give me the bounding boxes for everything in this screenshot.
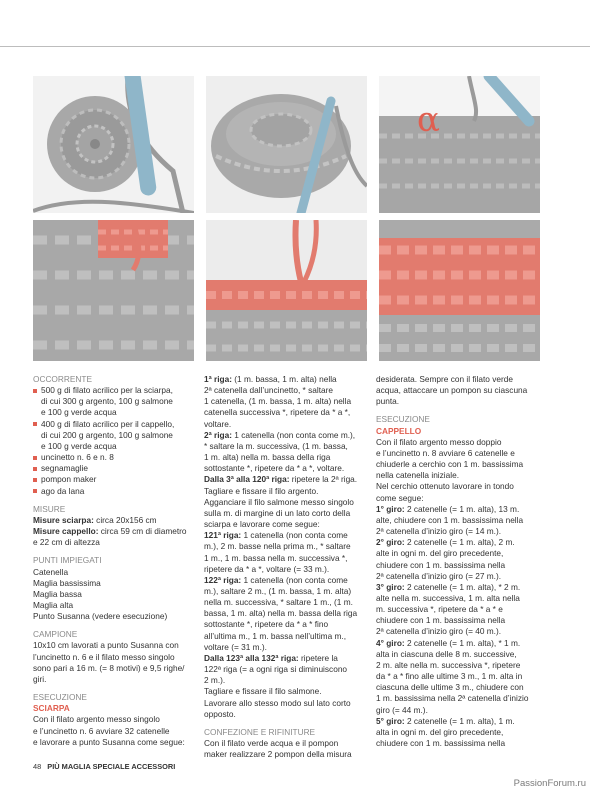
text-line: e lavorare a punto Susanna come segue: <box>33 736 185 747</box>
list-item: ago da lana <box>33 486 193 497</box>
step-text: Tagliare e fissare il filo argento. <box>204 485 319 496</box>
step-label: 1° giro: <box>376 503 405 514</box>
text-line <box>204 608 372 619</box>
text-line <box>376 493 541 504</box>
step-label: 121ª riga: <box>204 530 242 541</box>
step-label: 2ª riga: <box>204 429 232 440</box>
text-line: Punto Susanna (vedere esecuzione) <box>33 611 168 622</box>
step-text: 2ª catenella d’inizio giro (= 27 m.). <box>376 570 502 581</box>
text-line <box>376 385 541 396</box>
step-label: Dalla 3ª alla 120ª riga: <box>204 474 290 485</box>
step-text: Lavorare allo stesso modo sul lato corto <box>204 697 351 708</box>
subheading-sciarpa: SCIARPA <box>33 703 70 714</box>
step-text: 2ª catenella d’inizio giro (= 14 m.). <box>376 526 502 537</box>
step-text: alte nella m. successiva, 1 m. alta nella <box>376 592 520 603</box>
text-line <box>204 486 372 497</box>
step-text: Con il filato argento messo doppio <box>376 436 502 447</box>
list-item: segnamaglie <box>33 463 193 474</box>
step-text: 1 catenella, (1 m. bassa, 1 m. alta) nella <box>204 396 352 407</box>
list-item: 400 g di filato acrilico per il cappello, <box>33 419 193 430</box>
text-line: Maglia bassissima <box>33 577 101 588</box>
step-label: 4° giro: <box>376 637 405 648</box>
text-line <box>376 571 541 582</box>
text-line <box>376 727 541 738</box>
text-line <box>204 675 372 686</box>
list-item-cont: e 100 g verde acqua <box>41 407 117 418</box>
text-line <box>376 548 541 559</box>
heading-esecuzione: ESECUZIONE <box>33 692 87 703</box>
text-line <box>376 649 541 660</box>
page-footer <box>33 762 175 771</box>
step-text: 1 catenella (non conta come m.), <box>231 429 356 440</box>
text-line <box>376 560 541 571</box>
step-text: giro (= 44 m.). <box>376 704 428 715</box>
section-heading: ESECUZIONE <box>376 414 430 425</box>
step-text: 2 catenelle (= 1 m. alta), 1 m. <box>404 715 515 726</box>
step-text: 1 m., 1 m. bassa nella m. successiva *, <box>204 552 348 563</box>
text-line <box>376 604 541 615</box>
text-line <box>204 653 372 664</box>
text-line <box>204 519 372 530</box>
step-text: voltare (= 31 m.). <box>204 641 267 652</box>
text-line <box>204 508 372 519</box>
section-heading: CONFEZIONE E RIFINITURE <box>204 726 316 737</box>
text-line: Con il filato argento messo singolo <box>33 714 160 725</box>
step-text: nella m. successiva, * saltare 1 m., (1 m. <box>204 597 353 608</box>
photo-step-1-magic-ring <box>33 76 194 213</box>
heading-misure: MISURE <box>33 503 66 514</box>
step-text: alte in ogni m. del giro precedente, <box>376 548 504 559</box>
column-materials <box>33 374 193 748</box>
step-text: (1 m. bassa, 1 m. alta) nella <box>231 374 337 384</box>
step-text: m.), saltare 2 m., (1 m. bassa, 1 m. alta) <box>204 585 352 596</box>
step-text: alta in ciascuna delle 8 m. successive, <box>376 648 517 659</box>
text-line <box>376 526 541 537</box>
step-text: 2ª catenella dall’uncinetto, * saltare <box>204 385 333 396</box>
step-label: 2° giro: <box>376 537 405 548</box>
text-line <box>376 515 541 526</box>
step-text: 1 m. bassissima nella 2ª catenella d’inizio <box>376 693 529 704</box>
step-text: sulla m. di margine di un lato corto della <box>204 507 351 518</box>
text-line <box>376 396 541 407</box>
list-item: uncinetto n. 6 e n. 8 <box>33 452 193 463</box>
text-line <box>204 430 372 441</box>
bullet-icon <box>33 422 37 426</box>
text-line <box>204 541 372 552</box>
heading-punti: PUNTI IMPIEGATI <box>33 555 102 566</box>
svg-text:α: α <box>417 100 440 140</box>
page-number: 48 <box>33 762 42 771</box>
step-text: ripetere la <box>298 652 338 663</box>
text-line <box>204 575 372 586</box>
bullet-icon <box>33 489 37 493</box>
step-label: 1ª riga: <box>204 374 232 384</box>
list-item-cont: e 100 g verde acqua <box>41 440 117 451</box>
step-text: ripetere da * a *, voltare (= 33 m.). <box>204 563 330 574</box>
text-line <box>376 682 541 693</box>
step-text: Tagliare e fissare il filo salmone. <box>204 686 322 697</box>
text-line <box>376 582 541 593</box>
watermark: PassionForum.ru <box>513 778 586 789</box>
step-text: * saltare la m. successiva, (1 m. bassa, <box>204 440 348 451</box>
step-text: 2 catenelle (= 1 m. alta), * 2 m. <box>404 581 521 592</box>
step-text: 2 catenelle (= 1 m. alta), * 1 m. <box>404 637 521 648</box>
bullet-icon <box>33 478 37 482</box>
text-line <box>204 564 372 575</box>
bullet-icon <box>33 389 37 393</box>
text-line <box>376 593 541 604</box>
text-line <box>204 463 372 474</box>
step-text: nella catenella iniziale. <box>376 470 460 481</box>
text-line <box>376 671 541 682</box>
text-line <box>204 553 372 564</box>
list-item-cont: di cui 300 g argento, 100 g salmone <box>41 396 173 407</box>
step-label: 122ª riga: <box>204 574 242 585</box>
text-line: 10x10 cm lavorati a punto Susanna con <box>33 640 179 651</box>
step-text: chiuderle a cerchio con 1 m. bassissima <box>376 459 524 470</box>
step-text: Con il filato verde acqua e il pompon <box>204 738 339 748</box>
text-line <box>204 631 372 642</box>
step-label: 3° giro: <box>376 581 405 592</box>
step-text: m.), 2 m. basse nella prima m., * saltare <box>204 541 351 552</box>
step-text: ciascuna delle ultime 3 m., chiudere con <box>376 682 524 693</box>
top-rule <box>0 46 590 47</box>
text-line <box>376 437 541 448</box>
step-text: Nel cerchio ottenuto lavorare in tondo <box>376 481 514 492</box>
text-line <box>204 452 372 463</box>
text-line <box>204 619 372 630</box>
step-label: 5° giro: <box>376 715 405 726</box>
text-line <box>376 716 541 727</box>
step-text: sottostante *, ripetere da * a * fino <box>204 619 329 630</box>
column-instructions-scarf <box>204 374 372 760</box>
step-text: 1 m. alta) nella m. bassa della riga <box>204 452 331 463</box>
bullet-icon <box>33 467 37 471</box>
column-instructions-hat <box>376 374 541 749</box>
step-text: sottostante *, ripetere da * a *, voltare. <box>204 463 345 474</box>
text-line <box>204 474 372 485</box>
text-line <box>376 459 541 470</box>
step-text: voltare. <box>204 418 232 429</box>
step-text: desiderata. Sempre con il filato verde <box>376 374 513 384</box>
text-line: giri. <box>33 673 47 684</box>
step-text: all’ultima m., 1 m. bassa nell’ultima m., <box>204 630 347 641</box>
text-line <box>204 419 372 430</box>
step-text: catenella successiva *, ripetere da * a *, <box>204 407 351 418</box>
list-item: pompon maker <box>33 474 193 485</box>
step-text: alta in ogni m. del giro precedente, <box>376 726 504 737</box>
text-line <box>204 749 372 760</box>
text-line <box>376 448 541 459</box>
text-line <box>376 705 541 716</box>
text-line: e 22 cm di altezza <box>33 537 100 548</box>
step-text: sciarpa e lavorare come segue: <box>204 519 320 530</box>
text-line <box>376 470 541 481</box>
text-line <box>204 497 372 508</box>
text-line: Maglia bassa <box>33 588 82 599</box>
step-text: bassa, 1 m. alta) nella m. bassa della riga <box>204 608 358 619</box>
photo-step-4-salmon-row <box>33 220 194 361</box>
step-text: 2 m.). <box>204 675 226 686</box>
text-line <box>204 407 372 418</box>
text-line <box>376 481 541 492</box>
step-text: punta. <box>376 396 400 407</box>
step-text: e l’uncinetto n. 8 avviare 6 catenelle e <box>376 447 515 458</box>
step-label: Dalla 123ª alla 132ª riga: <box>204 652 299 663</box>
text-line <box>204 385 372 396</box>
heading-campione: CAMPIONE <box>33 629 78 640</box>
text-line <box>204 738 372 749</box>
heading-occorrente: OCCORRENTE <box>33 374 93 384</box>
text-line <box>376 374 541 385</box>
step-text: maker realizzare 2 pompon della misura <box>204 749 352 760</box>
text-line <box>204 597 372 608</box>
step-text: chiudere con 1 m. bassissima nella <box>376 559 506 570</box>
step-text: 2 catenelle (= 1 m. alta), 13 m. <box>404 503 520 514</box>
text-line <box>376 660 541 671</box>
step-text: 2 m. alte nella m. successiva *, ripetere <box>376 659 521 670</box>
step-text: opposto. <box>204 708 236 719</box>
text-line <box>376 738 541 749</box>
step-text: 2 catenelle (= 1 m. alta), 2 m. <box>404 537 515 548</box>
text-line <box>204 586 372 597</box>
photo-step-2-crown <box>206 76 367 213</box>
text-line <box>204 530 372 541</box>
text-line: e l’uncinetto n. 6 avviare 32 catenelle <box>33 725 170 736</box>
text-line <box>204 686 372 697</box>
photo-step-5-salmon-stitch <box>206 220 367 361</box>
text-line <box>376 638 541 649</box>
step-text: alte, chiudere con 1 m. bassissima nella <box>376 514 524 525</box>
text-line: Maglia alta <box>33 599 74 610</box>
step-text: chiudere con 1 m. bassissima nella <box>376 615 506 626</box>
text-line <box>376 693 541 704</box>
photo-step-3-rounds <box>379 76 540 213</box>
text-line <box>204 642 372 653</box>
text-line <box>204 396 372 407</box>
step-text: 2ª catenella d’inizio giro (= 40 m.). <box>376 626 502 637</box>
text-line <box>376 504 541 515</box>
section-subheading: CAPPELLO <box>376 425 422 436</box>
text-line <box>204 698 372 709</box>
list-item: 500 g di filato acrilico per la sciarpa, <box>33 385 193 396</box>
step-text: m. successiva *, ripetere da * a * e <box>376 604 503 615</box>
footer-title: PIÙ MAGLIA SPECIALE ACCESSORI <box>47 762 176 771</box>
text-line <box>204 441 372 452</box>
text-line <box>376 615 541 626</box>
step-text: Agganciare il filo salmone messo singolo <box>204 496 354 507</box>
step-text: acqua, attaccare un pompon su ciascuna <box>376 385 528 396</box>
step-text: 1 catenella (non conta come <box>241 574 348 585</box>
step-text: 122ª riga (= a ogni riga si diminuiscono <box>204 664 348 675</box>
text-line: sono pari a 16 m. (= 8 motivi) e 9,5 righe/ <box>33 662 185 673</box>
text-line: Misure cappello: circa 59 cm di diametro <box>33 526 187 537</box>
text-line: Catenella <box>33 566 69 577</box>
list-item-cont: di cui 200 g argento, 100 g salmone <box>41 429 173 440</box>
step-text: chiudere con 1 m. bassissima nella <box>376 738 506 748</box>
step-text: 1 catenella (non conta come <box>241 530 348 541</box>
step-text: come segue: <box>376 492 424 503</box>
photo-step-6-finished-stripes <box>379 220 540 361</box>
step-text: da * a * fino alle ultime 3 m., 1 m. alta in <box>376 671 523 682</box>
text-line <box>204 374 372 385</box>
bullet-icon <box>33 456 37 460</box>
text-line <box>204 664 372 675</box>
text-line <box>376 537 541 548</box>
text-line <box>376 626 541 637</box>
text-line <box>204 709 372 720</box>
step-text: ripetere la 2ª riga. <box>289 474 358 485</box>
text-line: l’uncinetto n. 6 e il filato messo singolo <box>33 651 175 662</box>
text-line: Misure sciarpa: circa 20x156 cm <box>33 514 157 525</box>
